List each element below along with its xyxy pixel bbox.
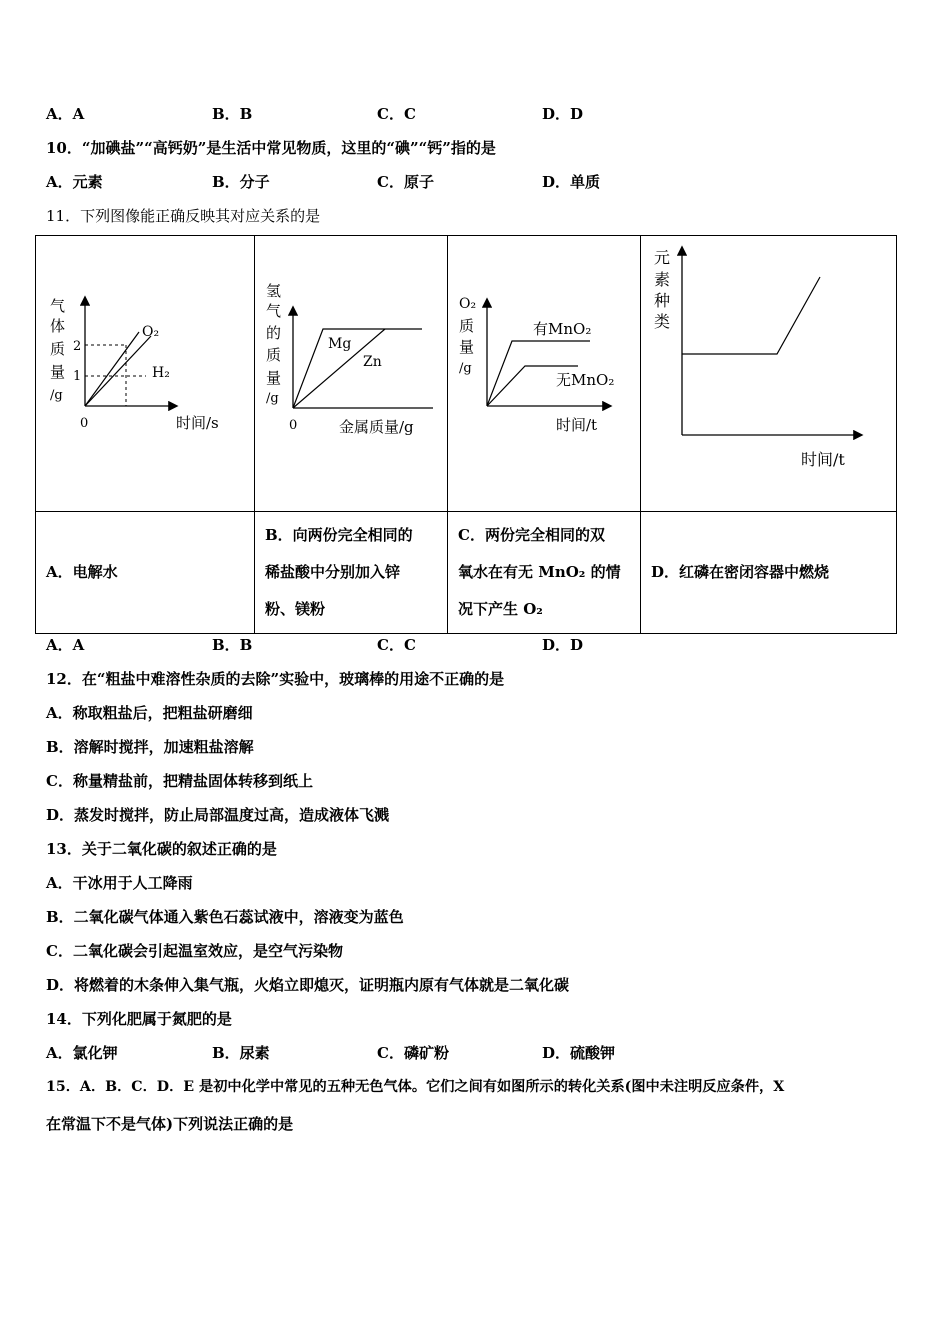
graph-b-ylabel-4: 量 — [266, 369, 282, 387]
q12-option-d[interactable]: D．蒸发时搅拌，防止局部温度过高，造成液体飞溅 — [46, 806, 390, 824]
graph-c-ylabel-2: 量 — [459, 338, 475, 356]
graph-d-ylabel-3: 类 — [654, 312, 671, 331]
q10-option-b[interactable]: B．分子 — [212, 173, 270, 191]
q14-option-d[interactable]: D．硫酸钾 — [542, 1044, 616, 1062]
graph-d-cell — [641, 236, 897, 512]
graph-d-ylabel-2: 种 — [654, 291, 671, 310]
caption-c-line-2: 氧水在有无 MnO₂ 的情 — [458, 563, 621, 581]
caption-c-cell — [448, 512, 641, 634]
caption-b-line-2: 稀盐酸中分别加入锌 — [265, 563, 401, 581]
graph-a-tick-2: 2 — [73, 339, 82, 354]
graph-a-o2-label: O₂ — [142, 324, 160, 340]
q14-option-a[interactable]: A．氯化钾 — [46, 1044, 118, 1062]
q13-option-d[interactable]: D．将燃着的木条伸入集气瓶，火焰立即熄灭，证明瓶内原有气体就是二氧化碳 — [46, 976, 570, 994]
graph-a-xlabel: 时间/s — [176, 414, 219, 432]
graph-a-ylabel-2: 质 — [50, 340, 66, 358]
graph-b-ylabel-2: 的 — [266, 324, 282, 342]
graph-a-tick-1: 1 — [73, 369, 82, 384]
q9-option-a[interactable]: A．A — [46, 105, 85, 123]
graph-c-ylabel-3: /g — [459, 361, 472, 376]
q10-option-a[interactable]: A．元素 — [46, 173, 103, 191]
q11-figure-table — [35, 235, 897, 634]
q10-option-c[interactable]: C．原子 — [377, 173, 434, 191]
graph-b-ylabel-0: 氢 — [266, 282, 282, 300]
caption-b-line-3: 粉、镁粉 — [265, 600, 326, 618]
q15-stem-line-1: 15．A．B．C．D．E 是初中化学中常见的五种无色气体。它们之间有如图所示的转化关系(图中未注明反应条件，X — [46, 1079, 785, 1095]
graph-b-ylabel-5: /g — [266, 391, 279, 406]
caption-d-cell — [641, 512, 897, 634]
graph-a-o2-line — [85, 332, 139, 406]
q14-stem: 14．下列化肥属于氮肥的是 — [46, 1010, 232, 1028]
graph-b-zn-label: Zn — [363, 354, 382, 370]
q13-option-b[interactable]: B．二氧化碳气体通入紫色石蕊试液中，溶液变为蓝色 — [46, 908, 404, 926]
q15-stem-line-2: 在常温下不是气体)下列说法正确的是 — [46, 1115, 294, 1133]
graph-c-without-mno2-label: 无MnO₂ — [556, 371, 615, 389]
q9-option-d[interactable]: D．D — [542, 105, 584, 123]
q13-option-a[interactable]: A．干冰用于人工降雨 — [46, 874, 193, 892]
q13-stem: 13．关于二氧化碳的叙述正确的是 — [46, 840, 277, 858]
q10-option-d[interactable]: D．单质 — [542, 173, 601, 191]
graph-a-ylabel-0: 气 — [50, 297, 66, 315]
graph-d-ylabel-0: 元 — [654, 248, 671, 267]
q12-option-a[interactable]: A．称取粗盐后，把粗盐研磨细 — [46, 704, 253, 722]
q14-option-b[interactable]: B．尿素 — [212, 1044, 270, 1062]
caption-c — [448, 517, 640, 628]
graph-c-ylabel-1: 质 — [459, 317, 475, 335]
graph-a-h2-line — [85, 336, 151, 406]
graph-c-cell — [448, 236, 641, 512]
caption-c-line-1: C．两份完全相同的双 — [458, 526, 605, 544]
graph-a-cell — [36, 236, 255, 512]
caption-c-line-3: 况下产生 O₂ — [458, 600, 543, 618]
graph-a-ylabel-1: 体 — [50, 317, 66, 335]
graph-c-xlabel: 时间/t — [556, 416, 598, 434]
q11-option-a[interactable]: A．A — [46, 636, 85, 654]
graph-a-origin: 0 — [80, 416, 89, 431]
q13-option-c[interactable]: C．二氧化碳会引起温室效应，是空气污染物 — [46, 942, 343, 960]
caption-a-cell — [36, 512, 255, 634]
graph-a-ylabel-4: /g — [50, 388, 63, 403]
q12-option-c[interactable]: C．称量精盐前，把精盐固体转移到纸上 — [46, 772, 313, 790]
graph-b-mg-label: Mg — [328, 336, 352, 352]
caption-b-line-1: B．向两份完全相同的 — [265, 526, 413, 544]
graph-b-ylabel-1: 气 — [266, 302, 282, 320]
graph-b — [255, 236, 447, 507]
q12-option-b[interactable]: B．溶解时搅拌，加速粗盐溶解 — [46, 738, 254, 756]
graph-b-mg-line — [293, 329, 422, 408]
graph-c — [448, 236, 640, 507]
caption-b-cell — [255, 512, 448, 634]
graph-a — [36, 236, 254, 507]
q11-option-d[interactable]: D．D — [542, 636, 584, 654]
caption-b — [255, 517, 447, 628]
q9-option-b[interactable]: B．B — [212, 105, 253, 123]
graph-a-h2-label: H₂ — [152, 365, 170, 381]
q10-stem: 10．“加碘盐”“高钙奶”是生活中常见物质，这里的“碘”“钙”指的是 — [46, 139, 496, 157]
q14-option-c[interactable]: C．磷矿粉 — [377, 1044, 449, 1062]
graph-d-line — [682, 277, 820, 354]
graph-c-ylabel-0: O₂ — [459, 296, 477, 312]
graph-d — [641, 236, 896, 507]
q9-option-c[interactable]: C．C — [377, 105, 416, 123]
caption-a: A．电解水 — [46, 563, 118, 581]
graph-b-ylabel-3: 质 — [266, 346, 282, 364]
graph-c-with-mno2-label: 有MnO₂ — [533, 320, 592, 338]
caption-d: D．红磷在密闭容器中燃烧 — [651, 563, 830, 581]
q11-option-c[interactable]: C．C — [377, 636, 416, 654]
graph-b-xlabel: 金属质量/g — [339, 418, 414, 436]
q11-option-b[interactable]: B．B — [212, 636, 253, 654]
graph-d-ylabel-1: 素 — [654, 270, 671, 289]
graph-d-xlabel: 时间/t — [801, 450, 845, 469]
q11-stem: 11．下列图像能正确反映其对应关系的是 — [46, 207, 321, 225]
q12-stem: 12．在“粗盐中难溶性杂质的去除”实验中，玻璃棒的用途不正确的是 — [46, 670, 505, 688]
graph-b-cell — [255, 236, 448, 512]
graph-b-origin: 0 — [289, 418, 298, 433]
graph-a-ylabel-3: 量 — [50, 363, 66, 381]
